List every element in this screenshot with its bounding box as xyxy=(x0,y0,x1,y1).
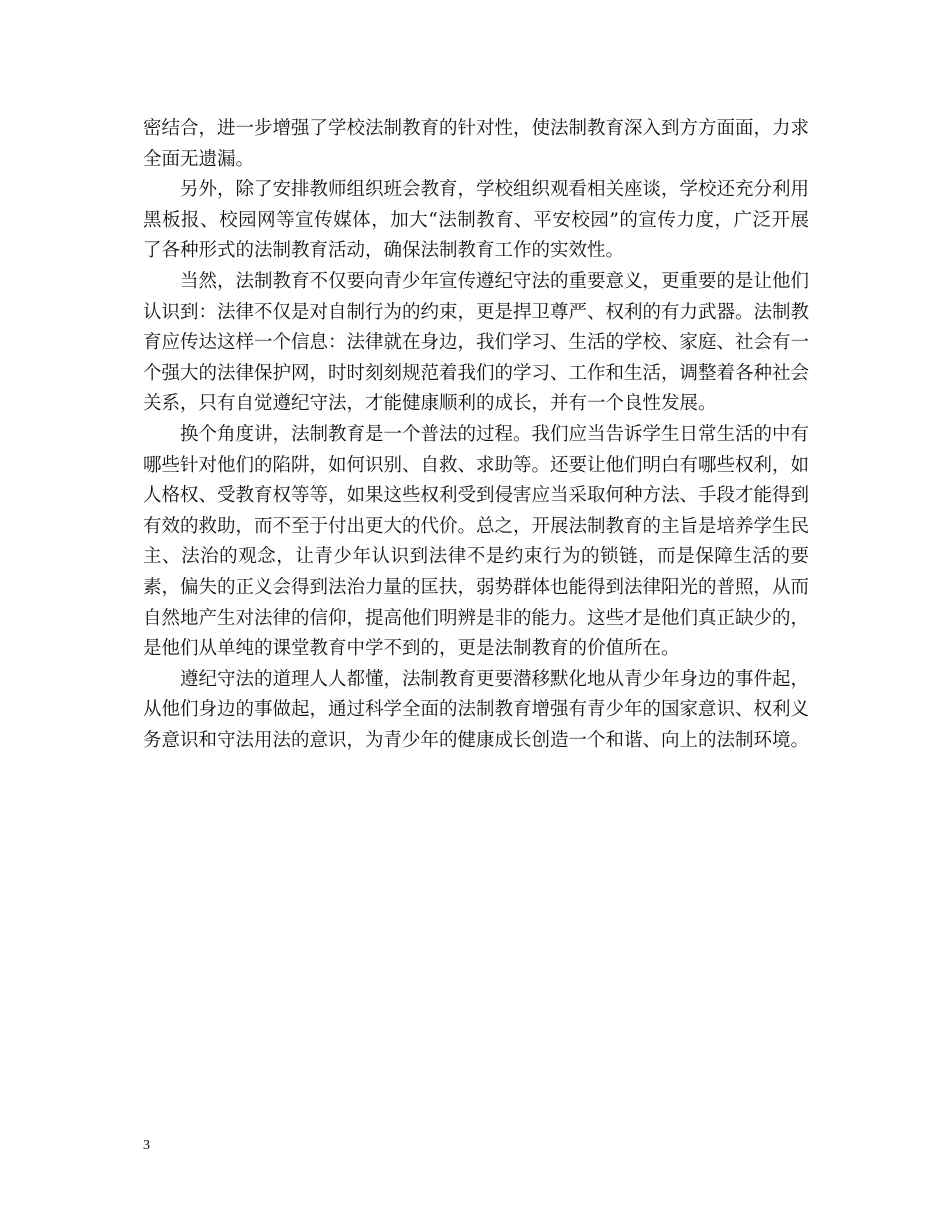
body-text xyxy=(143,114,809,756)
paragraph: 当然，法制教育不仅要向青少年宣传遵纪守法的重要意义，更重要的是让他们认识到：法律不仅是对自制行为的约束，更是捍卫尊严、权利的有力武器。法制教育应传达这样一个信息：法律就在身边，我们学习、生活的学校、家庭、社会有一个强大的法律保护网，时时刻刻规范着我们的学习、工作和生活，调整着各种社会关系，只有自觉遵纪守法，才能健康顺利的成长，并有一个良性发展。 xyxy=(143,270,810,415)
paragraph: 另外，除了安排教师组织班会教育，学校组织观看相关座谈，学校还充分利用黑板报、校园网等宣传媒体，加大“法制教育、平安校园”的宣传力度，广泛开展了各种形式的法制教育活动，确保法制教育工作的实效性。 xyxy=(143,179,810,262)
page-number: 3 xyxy=(143,1138,150,1153)
paragraph-continuation: 密结合，进一步增强了学校法制教育的针对性，使法制教育深入到方方面面，力求全面无遗漏。 xyxy=(143,118,810,170)
paragraph: 遵纪守法的道理人人都懂，法制教育更要潜移默化地从青少年身边的事件起，从他们身边的事做起，通过科学全面的法制教育增强有青少年的国家意识、权利义务意识和守法用法的意识，为青少年的健康成长创造一个和谐、向上的法制环境。 xyxy=(143,668,810,751)
paragraph: 换个角度讲，法制教育是一个普法的过程。我们应当告诉学生日常生活的中有哪些针对他们的陷阱，如何识别、自救、求助等。还要让他们明白有哪些权利，如人格权、受教育权等等，如果这些权利受到侵害应当采取何种方法、手段才能得到有效的救助，而不至于付出更大的代价。总之，开展法制教育的主旨是培养学生民主、法治的观念，让青少年认识到法律不是约束行为的锁链，而是保障生活的要素，偏失的正义会得到法治力量的匡扶，弱势群体也能得到法律阳光的普照，从而自然地产生对法律的信仰，提高他们明辨是非的能力。这些才是他们真正缺少的，是他们从单纯的课堂教育中学不到的，更是法制教育的价值所在。 xyxy=(143,423,810,660)
